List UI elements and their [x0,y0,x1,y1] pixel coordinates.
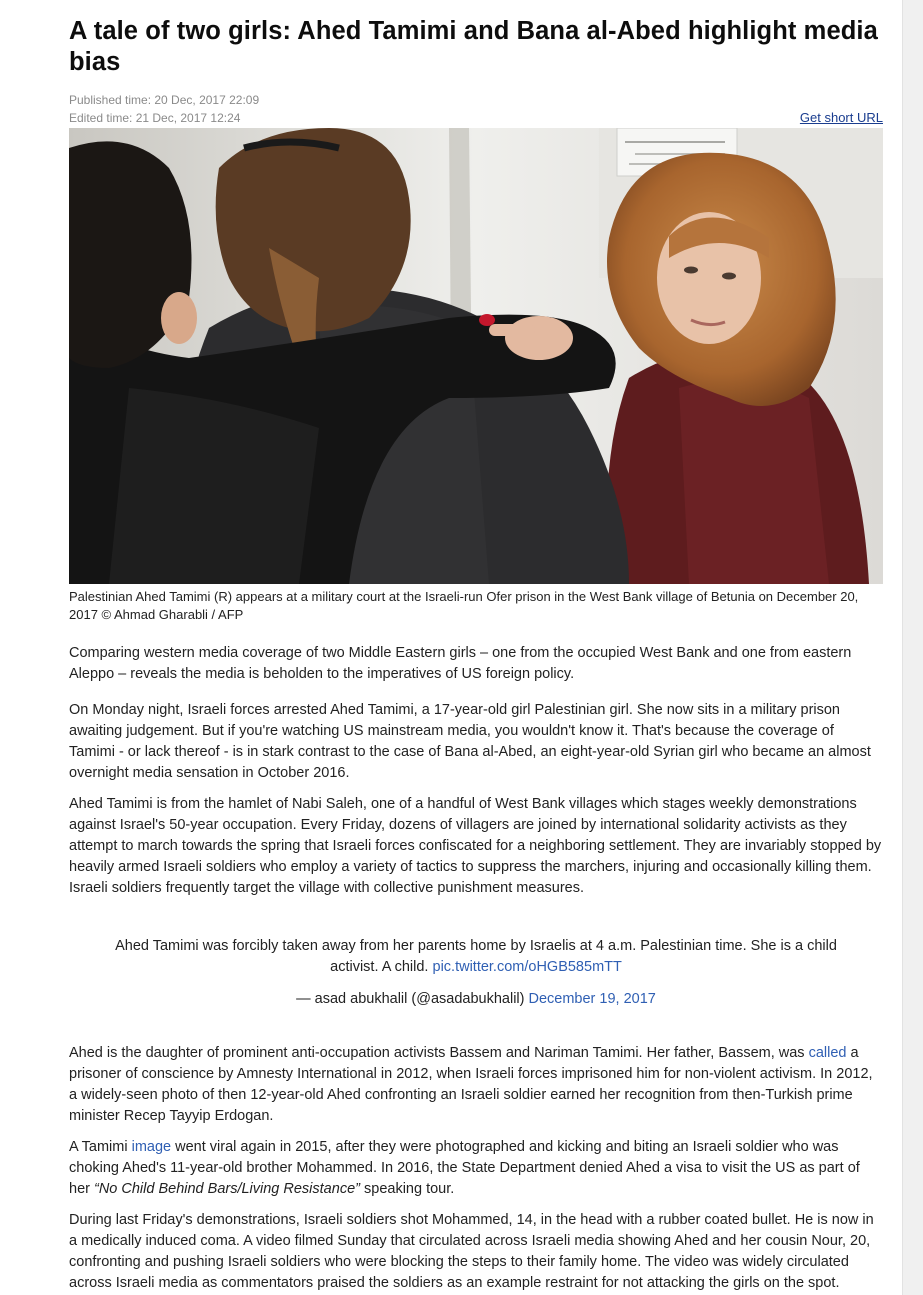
article-photo [69,128,883,584]
paragraph-3-text-a: Ahed is the daughter of prominent anti-occupation activists Bassem and Nariman Tamimi. Her father, Bassem, was [69,1045,805,1061]
article-title: A tale of two girls: Ahed Tamimi and Bana al-Abed highlight media bias [69,17,878,76]
article-lead: Comparing western media coverage of two Middle Eastern girls – one from the occupied West Bank and one from eastern Aleppo – reveals the media is beholden to the imperatives of US foreign policy. [69,645,852,682]
tweet-author: — asad abukhalil (@asadabukhalil) [296,991,525,1007]
tweet-text: Ahed Tamimi was forcibly taken away from her parents home by Israelis at 4 a.m. Palestinian time. She is a child activist. A child. [115,938,837,975]
published-time: Published time: 20 Dec, 2017 22:09 [69,93,260,107]
paragraph-4-text-a: A Tamimi [69,1139,128,1155]
embedded-tweet [69,936,883,1010]
edited-time: Edited time: 21 Dec, 2017 12:24 [69,111,241,125]
tour-name: “No Child Behind Bars/Living Resistance” [94,1181,360,1197]
paragraph-4-text-c: speaking tour. [364,1181,455,1197]
tweet-attribution [99,989,853,1010]
article-paragraph-4 [69,1137,883,1200]
image-link[interactable]: image [131,1139,172,1155]
article [69,16,883,1294]
paragraph-3-text-b: a prisoner of conscience by Amnesty International in 2012, when Israeli forces imprisoned him for non-violent activism. In 2012, a widely-seen photo of then 12-year-old Ahed confronting an Israeli soldier earned her recognition from then-Turkish prime minister Recep Tayyip Erdogan. [69,1045,873,1124]
photo-caption: Palestinian Ahed Tamimi (R) appears at a military court at the Israeli-run Ofer prison in the West Bank village of Betunia on December 20, 2017 © Ahmad Gharabli / AFP [69,589,859,622]
get-short-url-link[interactable]: Get short URL [799,110,883,125]
tweet-pic-link[interactable]: pic.twitter.com/oHGB585mTT [432,959,622,975]
called-link[interactable]: called [808,1045,847,1061]
article-paragraph-2: Ahed Tamimi is from the hamlet of Nabi Saleh, one of a handful of West Bank villages which stages weekly demonstrations against Israel's 50-year occupation. Every Friday, dozens of villagers are joined by international solidarity activists as they attempt to march towards the spring that Israeli forces confiscated for a neighboring settlement. They are invariably stopped by heavily armed Israeli soldiers who employ a variety of tactics to suppress the marchers, injuring and occasionally killing them. Israeli soldiers frequently target the village with collective punishment measures. [69,796,882,896]
page-scrollbar[interactable] [902,0,923,1295]
tweet-date-link[interactable]: December 19, 2017 [528,991,656,1007]
article-meta [69,91,883,127]
paragraph-4-text-b: went viral again in 2015, after they were photographed and kicking and biting an Israeli soldier who was choking Ahed's 11-year-old brother Mohammed. In 2016, the State Department denied Ahed a visa to visit the US as part of her [69,1139,860,1197]
article-paragraph-1: On Monday night, Israeli forces arrested Ahed Tamimi, a 17-year-old girl Palestinian girl. She now sits in a military prison awaiting judgement. But if you're watching US mainstream media, you wouldn't know it. That's because the coverage of Tamimi - or lack thereof - is in stark contrast to the case of Bana al-Abed, an eight-year-old Syrian girl who became an almost overnight media sensation in October 2016. [69,702,871,781]
tweet-text-block [99,936,853,978]
article-paragraph-5: During last Friday's demonstrations, Israeli soldiers shot Mohammed, 14, in the head with a rubber coated bullet. He is now in a medically induced coma. A video filmed Sunday that circulated across Israeli media showing Ahed and her cousin Nour, 20, confronting and pushing Israeli soldiers who were blocking the steps to their family home. The video was widely circulated across Israeli media as commentators praised the soldiers as an example restraint for not attacking the girls on the spot. [69,1212,874,1291]
article-paragraph-3 [69,1043,883,1127]
